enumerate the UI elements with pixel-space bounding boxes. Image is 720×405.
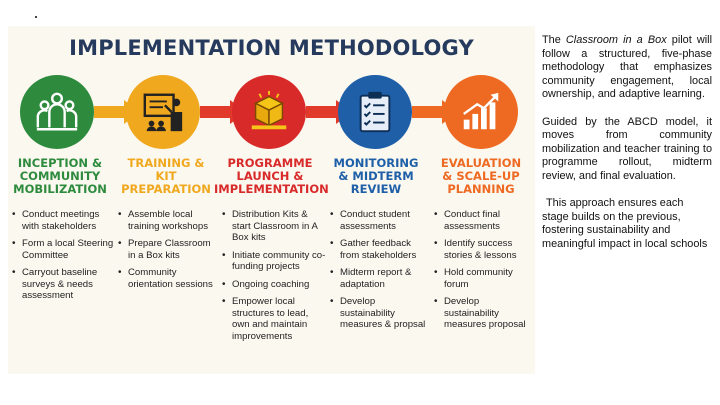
side-paragraph-1-pre: The (542, 34, 566, 46)
list-item: • Carryout baseline surveys & needs assessment (12, 267, 114, 302)
list-item: • Midterm report & adaptation (330, 267, 430, 290)
phase-5-circle (444, 75, 518, 149)
phase-2-circle (126, 75, 200, 149)
list-item: • Initiate community co-funding projects (222, 250, 326, 273)
list-item: • Develop sustainability measures proposal (434, 296, 534, 331)
arrow-4-to-5 (412, 106, 444, 118)
phase-1-circle (20, 75, 94, 149)
list-item: • Conduct meetings with stakeholders (12, 209, 114, 232)
phase-4-title: MONITORING & MIDTERM REVIEW (333, 156, 419, 196)
list-item: • Identify success stories & lessons (434, 238, 534, 261)
boxes-launch-icon (246, 89, 292, 135)
stray-dot (35, 16, 37, 18)
methodology-graphic (8, 26, 535, 374)
teacher-board-icon (140, 89, 186, 135)
list-item: • Develop sustainability measures & propsal (330, 296, 430, 331)
phase-4-list (330, 209, 430, 337)
list-item: • Form a local Steering Committee (12, 238, 114, 261)
arrow-1-to-2 (94, 106, 126, 118)
side-paragraph-1 (542, 34, 712, 102)
side-paragraph-2: Guided by the ABCD model, it moves from community mobilization and teacher training to programme rollout, midterm review, and final evaluation. (542, 115, 712, 182)
list-item: • Gather feedback from stakeholders (330, 238, 430, 261)
growth-chart-icon (458, 89, 504, 135)
list-item: • Conduct student assessments (330, 209, 430, 232)
list-item: • Assemble local training workshops (118, 209, 220, 232)
list-item: • Distribution Kits & start Classroom in A Box kits (222, 209, 326, 244)
phase-2-title: TRAINING & KIT PREPARATION (121, 156, 211, 196)
list-item: • Empower local structures to lead, own and maintain improvements (222, 296, 326, 342)
clipboard-checklist-icon (352, 89, 398, 135)
phase-3-title: PROGRAMME LAUNCH & IMPLEMENTATION (214, 156, 329, 196)
phase-1-title: INCEPTION & COMMUNITY MOBILIZATION (13, 156, 107, 196)
list-item: • Ongoing coaching (222, 279, 326, 291)
list-item: • Community orientation sessions (118, 267, 220, 290)
phase-1-list (12, 209, 114, 308)
arrow-3-to-4 (306, 106, 338, 118)
graphic-title: IMPLEMENTATION METHODOLOGY (69, 36, 474, 60)
list-item: • Conduct final assessments (434, 209, 534, 232)
side-description (542, 34, 712, 265)
phase-3-list (222, 209, 326, 348)
side-paragraph-1-post: pilot will follow a structured, five-phase methodology that emphasizes community engagement, local ownership, and adaptive learning. (542, 34, 713, 100)
side-paragraph-3: This approach ensures each stage builds on the previous, fostering sustainability and meaningful impact in local schools (542, 197, 708, 250)
phase-2-list (118, 209, 220, 296)
phase-5-list (434, 209, 534, 337)
side-paragraph-1-emphasis: Classroom in a Box (565, 34, 667, 46)
phase-5-title: EVALUATION & SCALE-UP PLANNING (440, 156, 522, 196)
phase-4-circle (338, 75, 412, 149)
list-item: • Hold community forum (434, 267, 534, 290)
phase-3-circle (232, 75, 306, 149)
community-people-icon (34, 89, 80, 135)
arrow-2-to-3 (200, 106, 232, 118)
list-item: • Prepare Classroom in a Box kits (118, 238, 220, 261)
